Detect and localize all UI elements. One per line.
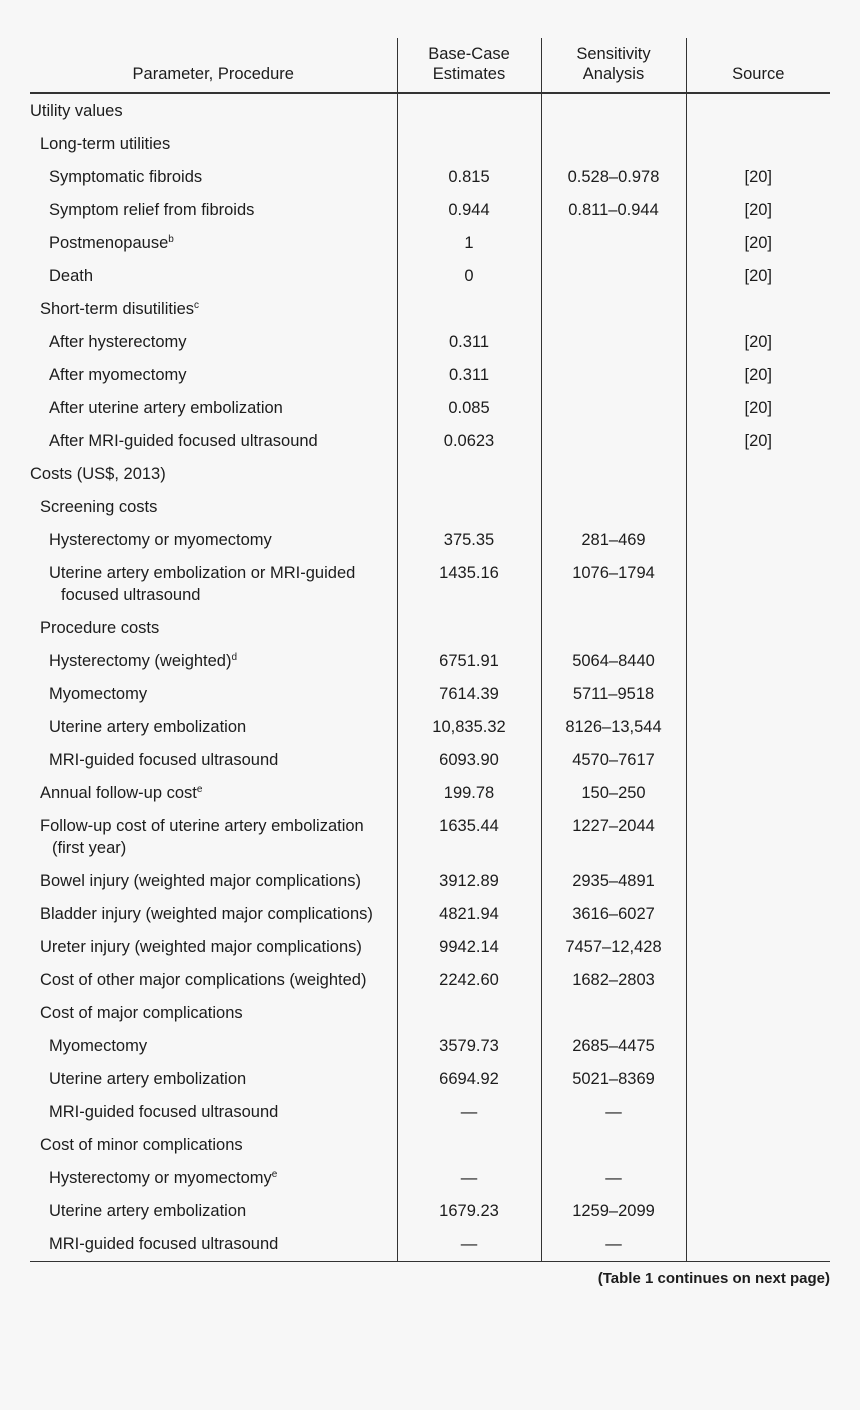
row-sensitivity-cell: 5021–8369: [541, 1063, 686, 1096]
row-parameter-cell: [30, 491, 397, 524]
row-label: Bowel injury (weighted major complications): [40, 872, 361, 890]
row-source-cell: [686, 612, 830, 645]
row-parameter-cell: [30, 898, 397, 931]
table-row: [30, 744, 830, 777]
row-parameter-cell: [30, 931, 397, 964]
row-base-case-cell: [397, 1129, 541, 1162]
row-label: MRI-guided focused ultrasound: [49, 1103, 279, 1121]
table-row: [30, 964, 830, 997]
row-base-case-cell: 0.311: [397, 326, 541, 359]
row-base-case-cell: 3912.89: [397, 865, 541, 898]
row-source-cell: [686, 1030, 830, 1063]
row-label: Costs (US$, 2013): [30, 465, 166, 483]
row-label: Follow-up cost of uterine artery embolization: [40, 817, 364, 835]
row-sensitivity-cell: 1076–1794: [541, 557, 686, 612]
row-label: Long-term utilities: [40, 135, 171, 153]
row-parameter-cell: [30, 1096, 397, 1129]
row-source-cell: [686, 711, 830, 744]
row-base-case-cell: 6751.91: [397, 645, 541, 678]
table-continues-note: (Table 1 continues on next page): [597, 1270, 830, 1287]
row-base-case-cell: 2242.60: [397, 964, 541, 997]
row-sensitivity-cell: [541, 458, 686, 491]
row-source-cell: [686, 557, 830, 612]
row-parameter-cell: [30, 711, 397, 744]
row-sensitivity-cell: 1227–2044: [541, 810, 686, 865]
table-row: [30, 227, 830, 260]
row-label: After uterine artery embolization: [49, 399, 283, 417]
row-parameter-cell: [30, 524, 397, 557]
row-parameter-cell: [30, 964, 397, 997]
table-row: [30, 557, 830, 612]
row-parameter-cell: [30, 1228, 397, 1262]
row-source-cell: [20]: [744, 432, 773, 450]
row-base-case-cell: 6093.90: [397, 744, 541, 777]
row-sensitivity-cell: —: [541, 1162, 686, 1195]
row-parameter-cell: [30, 612, 397, 645]
row-parameter-cell: [30, 1162, 397, 1195]
row-parameter-cell: [30, 1063, 397, 1096]
row-sensitivity-cell: [541, 227, 686, 260]
row-parameter-cell: [30, 865, 397, 898]
row-source-cell: [686, 458, 830, 491]
row-parameter-cell: [30, 810, 397, 865]
row-label: Uterine artery embolization or MRI-guided: [49, 564, 356, 582]
row-parameter-cell: [30, 1129, 397, 1162]
row-label: Uterine artery embolization: [49, 1202, 247, 1220]
table-row: [30, 93, 830, 128]
row-base-case-cell: 0.085: [397, 392, 541, 425]
row-parameter-cell: [30, 645, 397, 678]
row-source-cell: [686, 678, 830, 711]
row-source-cell: [20]: [744, 168, 773, 186]
header-sensitivity-line2: Analysis: [582, 65, 645, 83]
row-base-case-cell: 0.944: [397, 194, 541, 227]
row-sensitivity-cell: 7457–12,428: [541, 931, 686, 964]
row-base-case-cell: —: [397, 1096, 541, 1129]
row-parameter-cell: [30, 425, 397, 458]
row-base-case-cell: [397, 93, 541, 128]
table-row: [30, 1228, 830, 1262]
row-label: Death: [49, 267, 94, 285]
row-base-case-cell: 1635.44: [397, 810, 541, 865]
row-label: After MRI-guided focused ultrasound: [49, 432, 318, 450]
row-base-case-cell: —: [397, 1162, 541, 1195]
row-source-cell: [686, 777, 830, 810]
row-label: Myomectomy: [49, 685, 148, 703]
row-base-case-cell: [397, 293, 541, 326]
row-source-cell: [686, 898, 830, 931]
row-sensitivity-cell: [541, 359, 686, 392]
row-label: Hysterectomy (weighted): [49, 652, 232, 670]
row-source-cell: [20]: [744, 267, 773, 285]
table-row: [30, 458, 830, 491]
row-base-case-cell: 9942.14: [397, 931, 541, 964]
row-base-case-cell: 1679.23: [397, 1195, 541, 1228]
row-sensitivity-cell: [541, 260, 686, 293]
row-base-case-cell: [397, 997, 541, 1030]
row-source-cell: [20]: [744, 333, 773, 351]
row-label: Hysterectomy or myomectomy: [49, 531, 272, 549]
row-sensitivity-cell: 4570–7617: [541, 744, 686, 777]
table-row: [30, 359, 830, 392]
row-base-case-cell: 4821.94: [397, 898, 541, 931]
row-base-case-cell: 0.0623: [397, 425, 541, 458]
row-sensitivity-cell: 1682–2803: [541, 964, 686, 997]
row-label: MRI-guided focused ultrasound: [49, 751, 279, 769]
row-label: Utility values: [30, 102, 123, 120]
table-row: [30, 645, 830, 678]
table-row: [30, 491, 830, 524]
footnote-marker: e: [271, 1169, 278, 1180]
row-label: Short-term disutilities: [40, 300, 195, 318]
table-row: [30, 128, 830, 161]
row-base-case-cell: 7614.39: [397, 678, 541, 711]
row-sensitivity-cell: 281–469: [541, 524, 686, 557]
row-base-case-cell: 0.311: [397, 359, 541, 392]
row-sensitivity-cell: [541, 128, 686, 161]
row-parameter-cell: [30, 744, 397, 777]
table-row: [30, 1063, 830, 1096]
row-source-cell: [686, 293, 830, 326]
row-sensitivity-cell: 1259–2099: [541, 1195, 686, 1228]
row-base-case-cell: 1435.16: [397, 557, 541, 612]
row-source-cell: [686, 1228, 830, 1262]
row-parameter-cell: [30, 128, 397, 161]
header-source: Source: [686, 38, 830, 93]
row-parameter-cell: [30, 194, 397, 227]
row-source-cell: [686, 810, 830, 865]
table-row: [30, 194, 830, 227]
table-row: [30, 865, 830, 898]
row-parameter-cell: [30, 1195, 397, 1228]
row-label: Bladder injury (weighted major complications): [40, 905, 373, 923]
row-base-case-cell: [397, 491, 541, 524]
row-sensitivity-cell: 0.528–0.978: [541, 161, 686, 194]
table-row: [30, 898, 830, 931]
row-label: Postmenopause: [49, 234, 169, 252]
table-row: [30, 524, 830, 557]
row-sensitivity-cell: 2935–4891: [541, 865, 686, 898]
parameters-table: [30, 38, 830, 1262]
row-source-cell: [686, 645, 830, 678]
table-row: [30, 260, 830, 293]
row-source-cell: [686, 865, 830, 898]
row-source-cell: [686, 491, 830, 524]
table-page: [30, 38, 830, 1287]
header-base-case-line1: Base-Case: [428, 45, 510, 63]
row-base-case-cell: [397, 128, 541, 161]
row-parameter-cell: [30, 392, 397, 425]
footnote-marker: e: [196, 784, 203, 795]
row-sensitivity-cell: [541, 997, 686, 1030]
row-label: Uterine artery embolization: [49, 718, 247, 736]
row-sensitivity-cell: [541, 93, 686, 128]
row-label: Annual follow-up cost: [40, 784, 197, 802]
table-row: [30, 810, 830, 865]
row-label: Cost of other major complications (weighted): [40, 971, 367, 989]
row-base-case-cell: —: [397, 1228, 541, 1262]
row-label: Hysterectomy or myomectomy: [49, 1169, 272, 1187]
row-source-cell: [686, 931, 830, 964]
row-base-case-cell: 1: [397, 227, 541, 260]
row-source-cell: [686, 1096, 830, 1129]
footnote-marker: c: [194, 300, 200, 311]
row-sensitivity-cell: 5711–9518: [541, 678, 686, 711]
row-label: Screening costs: [40, 498, 158, 516]
row-parameter-cell: [30, 997, 397, 1030]
table-row: [30, 1162, 830, 1195]
row-source-cell: [686, 1063, 830, 1096]
row-sensitivity-cell: [541, 293, 686, 326]
row-parameter-cell: [30, 227, 397, 260]
row-label: Procedure costs: [40, 619, 160, 637]
row-label-continuation: (first year): [52, 839, 127, 857]
row-base-case-cell: [397, 458, 541, 491]
row-sensitivity-cell: [541, 392, 686, 425]
row-parameter-cell: [30, 1030, 397, 1063]
row-base-case-cell: 199.78: [397, 777, 541, 810]
row-sensitivity-cell: 5064–8440: [541, 645, 686, 678]
row-parameter-cell: [30, 359, 397, 392]
row-sensitivity-cell: [541, 1129, 686, 1162]
row-source-cell: [20]: [744, 201, 773, 219]
table-header-row: [30, 38, 830, 93]
header-sensitivity-analysis: [541, 38, 686, 93]
table-row: [30, 161, 830, 194]
table-row: [30, 293, 830, 326]
table-row: [30, 326, 830, 359]
table-row: [30, 1030, 830, 1063]
row-label: Myomectomy: [49, 1037, 148, 1055]
table-row: [30, 711, 830, 744]
row-parameter-cell: [30, 93, 397, 128]
header-base-case-line2: Estimates: [432, 65, 506, 83]
row-parameter-cell: [30, 678, 397, 711]
row-parameter-cell: [30, 260, 397, 293]
row-base-case-cell: [397, 612, 541, 645]
row-label: Cost of major complications: [40, 1004, 243, 1022]
row-source-cell: [686, 964, 830, 997]
footnote-marker: d: [231, 652, 238, 663]
row-label: Cost of minor complications: [40, 1136, 243, 1154]
table-row: [30, 1195, 830, 1228]
row-parameter-cell: [30, 777, 397, 810]
row-base-case-cell: 10,835.32: [397, 711, 541, 744]
header-parameter-procedure: Parameter, Procedure: [30, 38, 397, 93]
table-row: [30, 425, 830, 458]
table-row: [30, 1129, 830, 1162]
row-source-cell: [20]: [744, 366, 773, 384]
header-sensitivity-line1: Sensitivity: [576, 45, 651, 63]
row-base-case-cell: 375.35: [397, 524, 541, 557]
row-base-case-cell: 3579.73: [397, 1030, 541, 1063]
row-source-cell: [686, 1129, 830, 1162]
table-row: [30, 392, 830, 425]
row-sensitivity-cell: 8126–13,544: [541, 711, 686, 744]
row-source-cell: [20]: [744, 399, 773, 417]
row-base-case-cell: 0: [397, 260, 541, 293]
row-source-cell: [686, 1162, 830, 1195]
header-base-case-estimates: [397, 38, 541, 93]
row-label: Symptomatic fibroids: [49, 168, 203, 186]
table-row: [30, 997, 830, 1030]
row-sensitivity-cell: —: [541, 1228, 686, 1262]
row-source-cell: [686, 128, 830, 161]
table-row: [30, 1096, 830, 1129]
row-parameter-cell: [30, 161, 397, 194]
table-row: [30, 612, 830, 645]
row-parameter-cell: [30, 458, 397, 491]
table-body: [30, 93, 830, 1261]
row-label: MRI-guided focused ultrasound: [49, 1235, 279, 1253]
row-sensitivity-cell: 2685–4475: [541, 1030, 686, 1063]
row-source-cell: [686, 524, 830, 557]
row-source-cell: [686, 1195, 830, 1228]
row-sensitivity-cell: [541, 491, 686, 524]
row-label-continuation: focused ultrasound: [61, 586, 201, 604]
row-source-cell: [20]: [744, 234, 773, 252]
row-label: Uterine artery embolization: [49, 1070, 247, 1088]
row-source-cell: [686, 997, 830, 1030]
row-parameter-cell: [30, 557, 397, 612]
row-label: Ureter injury (weighted major complications): [40, 938, 362, 956]
row-base-case-cell: 6694.92: [397, 1063, 541, 1096]
row-source-cell: [686, 744, 830, 777]
row-sensitivity-cell: —: [541, 1096, 686, 1129]
row-sensitivity-cell: 0.811–0.944: [541, 194, 686, 227]
row-sensitivity-cell: 3616–6027: [541, 898, 686, 931]
footnote-marker: b: [168, 234, 174, 245]
row-sensitivity-cell: [541, 612, 686, 645]
row-sensitivity-cell: 150–250: [541, 777, 686, 810]
row-sensitivity-cell: [541, 326, 686, 359]
row-label: After myomectomy: [49, 366, 187, 384]
row-base-case-cell: 0.815: [397, 161, 541, 194]
row-label: After hysterectomy: [49, 333, 187, 351]
row-label: Symptom relief from fibroids: [49, 201, 255, 219]
row-sensitivity-cell: [541, 425, 686, 458]
row-parameter-cell: [30, 326, 397, 359]
row-parameter-cell: [30, 293, 397, 326]
table-row: [30, 678, 830, 711]
table-row: [30, 777, 830, 810]
row-source-cell: [686, 93, 830, 128]
table-row: [30, 931, 830, 964]
